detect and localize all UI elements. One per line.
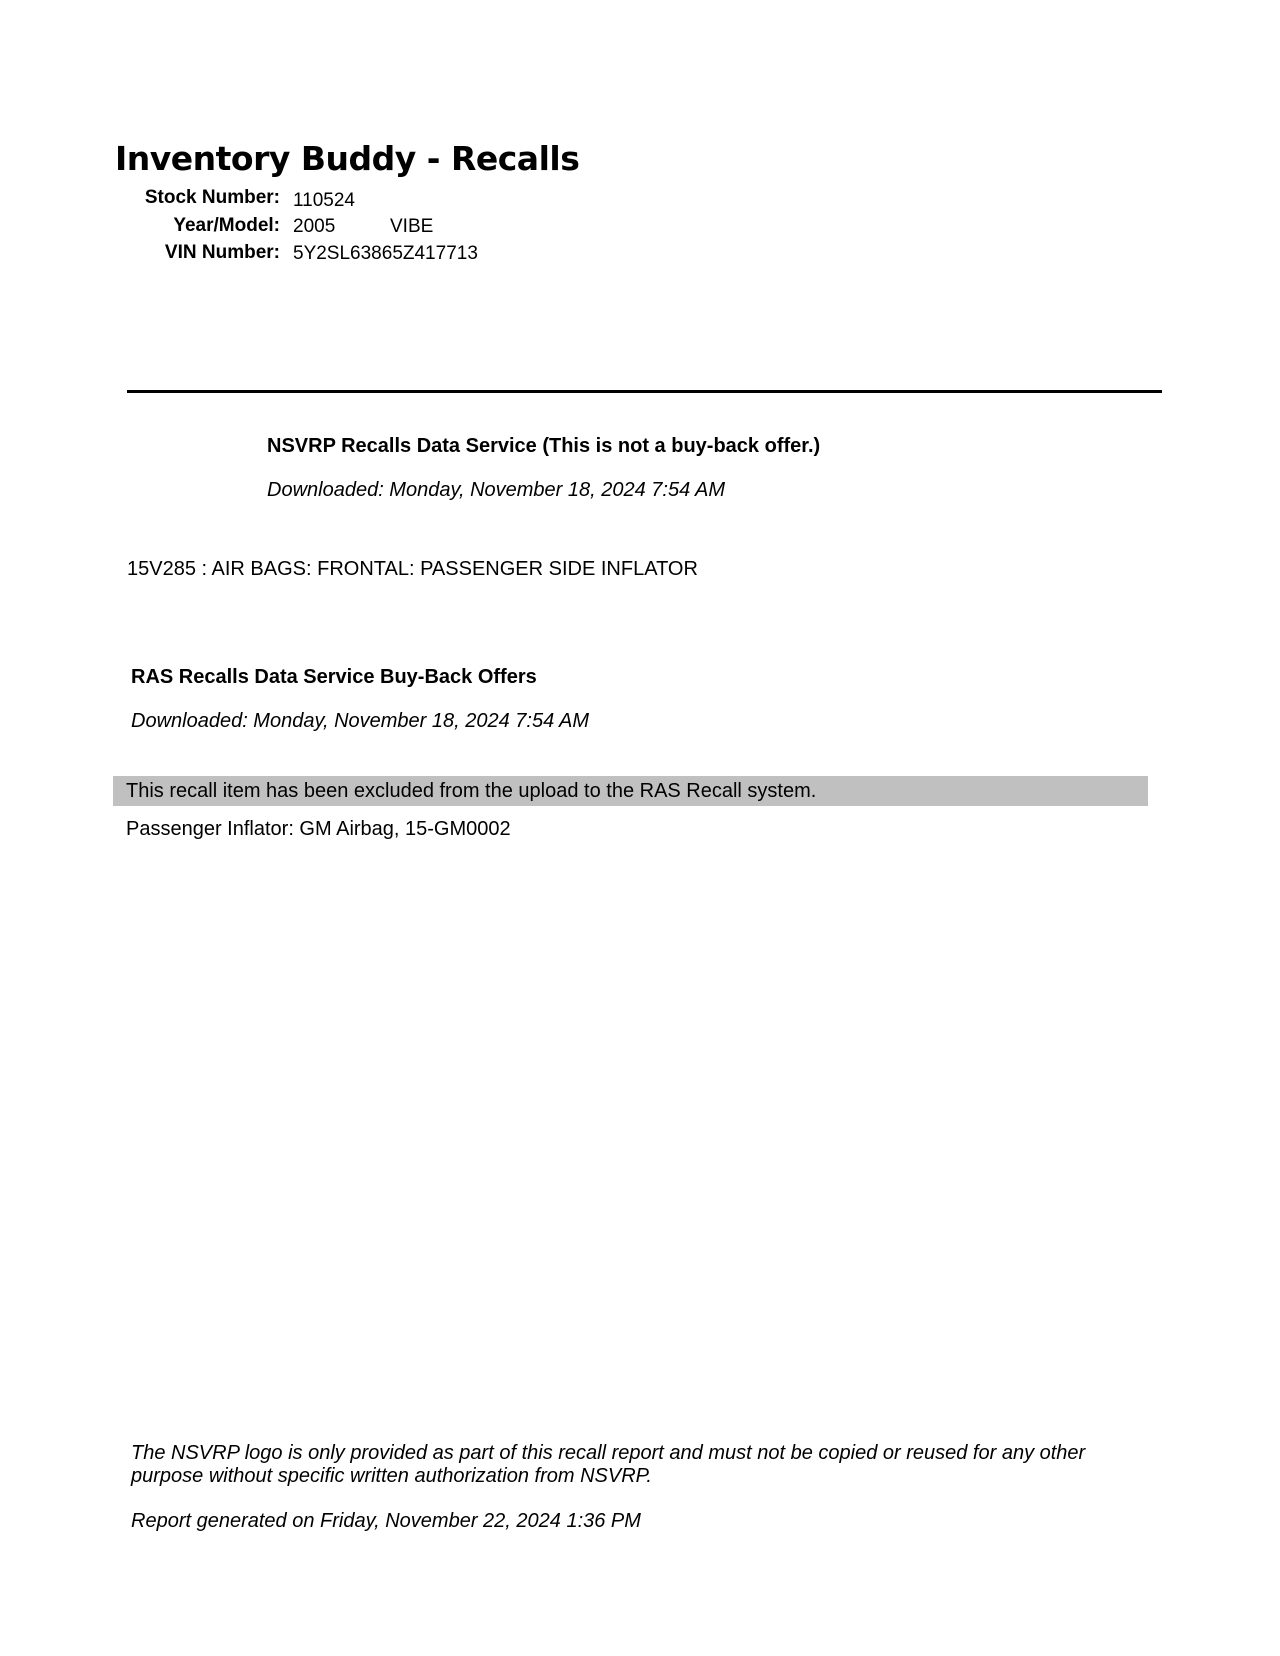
report-title: Inventory Buddy - Recalls [115,139,580,178]
year-value: 2005 [293,216,336,237]
vin-number-label: VIN Number: [164,242,280,263]
excluded-notice: This recall item has been excluded from the upload to the RAS Recall system. [126,780,817,802]
section-divider [127,390,1162,393]
nsvrp-heading: NSVRP Recalls Data Service (This is not a buy-back offer.) [267,435,821,457]
report-generated-timestamp: Report generated on Friday, November 22, 2024 1:36 PM [131,1510,641,1532]
nsvrp-recall-item: 15V285 : AIR BAGS: FRONTAL: PASSENGER SIDE INFLATOR [127,558,698,580]
ras-recall-item: Passenger Inflator: GM Airbag, 15-GM0002 [126,818,511,840]
logo-usage-note: The NSVRP logo is only provided as part of this recall report and must not be copied or reused for any other purpose without specific written authorization from NSVRP. [131,1442,1086,1487]
year-model-label: Year/Model: [173,215,280,236]
nsvrp-downloaded: Downloaded: Monday, November 18, 2024 7:54 AM [267,479,726,501]
stock-number-label: Stock Number: [144,187,280,208]
ras-downloaded: Downloaded: Monday, November 18, 2024 7:54 AM [131,710,590,732]
stock-number-value: 110524 [293,190,355,211]
ras-heading: RAS Recalls Data Service Buy-Back Offers [131,666,537,688]
vin-number-value: 5Y2SL63865Z417713 [293,243,478,264]
model-value: VIBE [390,216,434,237]
